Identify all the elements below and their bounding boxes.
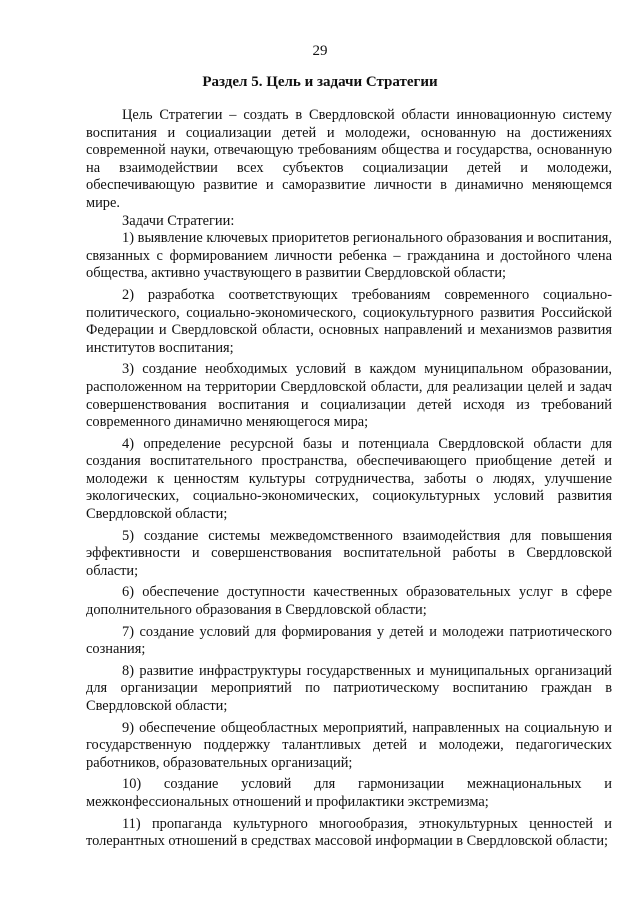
goal-paragraph: Цель Стратегии – создать в Свердловской области инновационную систему воспитания и социализации детей и молодежи, основанную на достижениях современной науки, отвечающую требованиям общества и государства, основанную на взаимодействии всех субъектов социализации детей и молодежи, обеспечивающую развитие и саморазвитие личности в динамично меняющемся мире.: [86, 107, 612, 211]
page-number: 29: [312, 43, 328, 59]
tasks-heading: Задачи Стратегии:: [122, 212, 235, 229]
task-item-1: 1) выявление ключевых приоритетов регионального образования и воспитания, связанных с формированием личности ребенка – гражданина и достойного члена общества, активно участвующего в развитии Свердловской области;: [86, 230, 612, 282]
document-body: [86, 107, 612, 851]
task-item-4: 4) определение ресурсной базы и потенциала Свердловской области для создания воспитательного пространства, обеспечивающего приобщение детей и молодежи к ценностям культуры сотрудничества, заботы о людях, улучшение экологических, социально-экономических, социокультурных условий развития Свердловской области;: [86, 435, 612, 523]
task-item-6: 6) обеспечение доступности качественных образовательных услуг в сфере дополнительного образования в Свердловской области;: [86, 584, 612, 619]
task-item-10: 10) создание условий для гармонизации межнациональных и межконфессиональных отношений и профилактики экстремизма;: [86, 776, 612, 810]
task-item-9: 9) обеспечение общеобластных мероприятий, направленных на социальную и государственную поддержку талантливых детей и молодежи, педагогических работников, образовательных организаций;: [86, 719, 612, 771]
task-item-5: 5) создание системы межведомственного взаимодействия для повышения эффективности и совершенствования воспитательной работы в Свердловской области;: [86, 527, 612, 579]
task-item-8: 8) развитие инфраструктуры государственных и муниципальных организаций для организации мероприятий по патриотическому воспитанию граждан в Свердловской области;: [86, 662, 612, 714]
task-item-2: 2) разработка соответствующих требованиям современного социально-политического, социально-экономического, социокультурного развития Российской Федерации и Свердловской области, основных направлений и механизмов развития институтов воспитания;: [86, 286, 612, 356]
task-item-11: 11) пропаганда культурного многообразия, этнокультурных ценностей и толерантных отношений в средствах массовой информации в Свердловской области;: [86, 815, 612, 850]
task-item-3: 3) создание необходимых условий в каждом муниципальном образовании, расположенном на территории Свердловской области, для реализации целей и задач совершенствования воспитания и социализации детей исходя из требований современного динамично меняющегося мира;: [86, 361, 612, 431]
task-item-7: 7) создание условий для формирования у детей и молодежи патриотического сознания;: [86, 623, 612, 658]
section-title: Раздел 5. Цель и задачи Стратегии: [202, 74, 438, 90]
